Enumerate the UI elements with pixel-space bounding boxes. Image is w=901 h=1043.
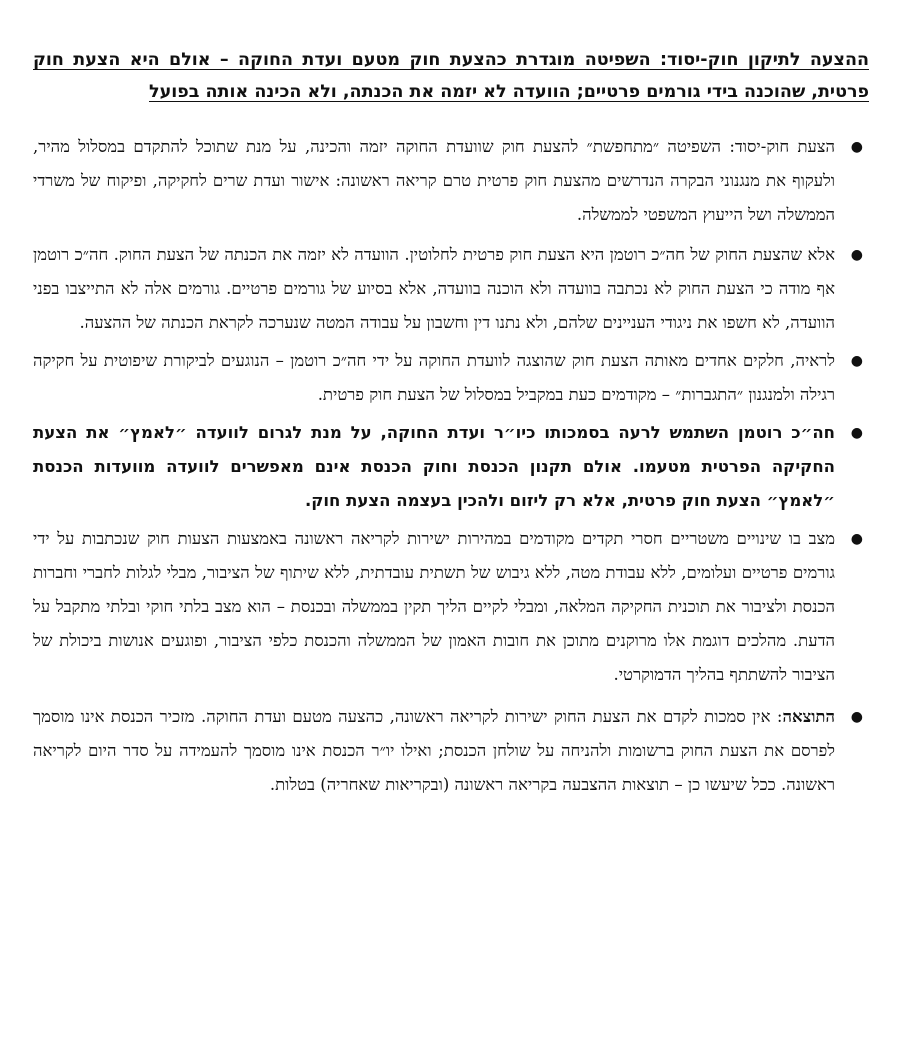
document-page	[33, 44, 869, 802]
list-item	[33, 344, 869, 412]
list-item-text: מצב בו שינויים משטריים חסרי תקדים מקודמים במהירות ישירות לקריאה ראשונה באמצעות הצעות חוק שנכתבות על ידי גורמים פרטיים ועלומים, ללא עבודת מטה, ללא גיבוש של תשתית עובדתית, ללא שיתוף של הציבור, מבלי לגלות לחברי וחברות הכנסת ולציבור את תוכנית החקיקה המלאה, ומבלי לקיים הליך תקין בממשלה ובכנסת – הוא מצב בלתי חוקי ובלתי מתקבל על הדעת. מהלכים דוגמת אלו מרוקנים מתוכן את חובות האמון של הממשלה והכנסת כלפי הציבור, ופוגעים אנושות ביכולת של הציבור להשתתף בהליך הדמוקרטי.	[33, 529, 835, 684]
list-item-bold	[33, 416, 869, 518]
bullet-icon: ●	[850, 425, 863, 441]
list-item	[33, 238, 869, 340]
list-item-text: הצעת חוק-יסוד: השפיטה ״מתחפשת״ להצעת חוק שוועדת החוקה יזמה והכינה, על מנת שתוכל להתקדם במסלול מהיר, ולעקוף את מנגנוני הבקרה הנדרשים מהצעת חוק פרטית טרם קריאה ראשונה: אישור ועדת שרים לחקיקה, ופיקוח של משרדי הממשלה ושל הייעוץ המשפטי לממשלה.	[33, 137, 835, 224]
document-heading: ההצעה לתיקון חוק-יסוד: השפיטה מוגדרת כהצעת חוק מטעם ועדת החוקה – אולם היא הצעת חוק פרטית, שהוכנה בידי גורמים פרטיים; הוועדה לא יזמה את הכנתה, ולא הכינה אותה בפועל	[33, 50, 869, 102]
list-item-text: לראיה, חלקים אחדים מאותה הצעת חוק שהוצגה לוועדת החוקה על ידי חה״כ רוטמן – הנוגעים לביקורת שיפוטית על חקיקה רגילה ולמנגנון ״התגברות״ – מקודמים כעת במקביל במסלול של הצעת חוק פרטית.	[33, 351, 835, 404]
bullet-icon: ●	[850, 353, 863, 369]
list-item-text: אלא שהצעת החוק של חה״כ רוטמן היא הצעת חוק פרטית לחלוטין. הוועדה לא יזמה את הכנתה של הצעת החוק. חה״כ רוטמן אף מודה כי הצעת החוק לא נכתבה בוועדה ולא הוכנה בוועדה, אלא בסיוע של גורמים פרטיים. גורמים אלה לא התייצבו בפני הוועדה, לא חשפו את ניגודי העניינים שלהם, ולא נתנו דין וחשבון על עבודה המטה שנערכה לקראת הכנתה של ההצעה.	[33, 245, 835, 332]
bullet-icon: ●	[850, 531, 863, 547]
bullet-icon: ●	[850, 247, 863, 263]
list-item	[33, 522, 869, 692]
list-item-text: חה״כ רוטמן השתמש לרעה בסמכותו כיו״ר ועדת החוקה, על מנת לגרום לוועדה ״לאמץ״ את הצעת החקיקה הפרטית מטעמו. אולם תקנון הכנסת וחוק הכנסת אינם מאפשרים לוועדה מוועדות הכנסת ״לאמץ״ הצעת חוק פרטית, אלא רק ליזום ולהכין בעצמה הצעת חוק.	[33, 423, 835, 510]
list-item	[33, 700, 869, 802]
list-item	[33, 130, 869, 232]
list-item-text: : אין סמכות לקדם את הצעת החוק ישירות לקריאה ראשונה, כהצעה מטעם ועדת החוקה. מזכיר הכנסת אינו מוסמך לפרסם את הצעת החוק ברשומות ולהניחה על שולחן הכנסת; ואילו יו״ר הכנסת אינו מוסמך להעמידה על סדר היום לקריאה ראשונה. ככל שיעשו כן – תוצאות ההצבעה בקריאה ראשונה (ובקריאות שאחריה) בטלות.	[33, 707, 835, 794]
bullet-list	[33, 130, 869, 802]
result-lead-label: התוצאה	[782, 707, 835, 726]
bullet-icon: ●	[850, 709, 863, 725]
bullet-icon: ●	[850, 139, 863, 155]
